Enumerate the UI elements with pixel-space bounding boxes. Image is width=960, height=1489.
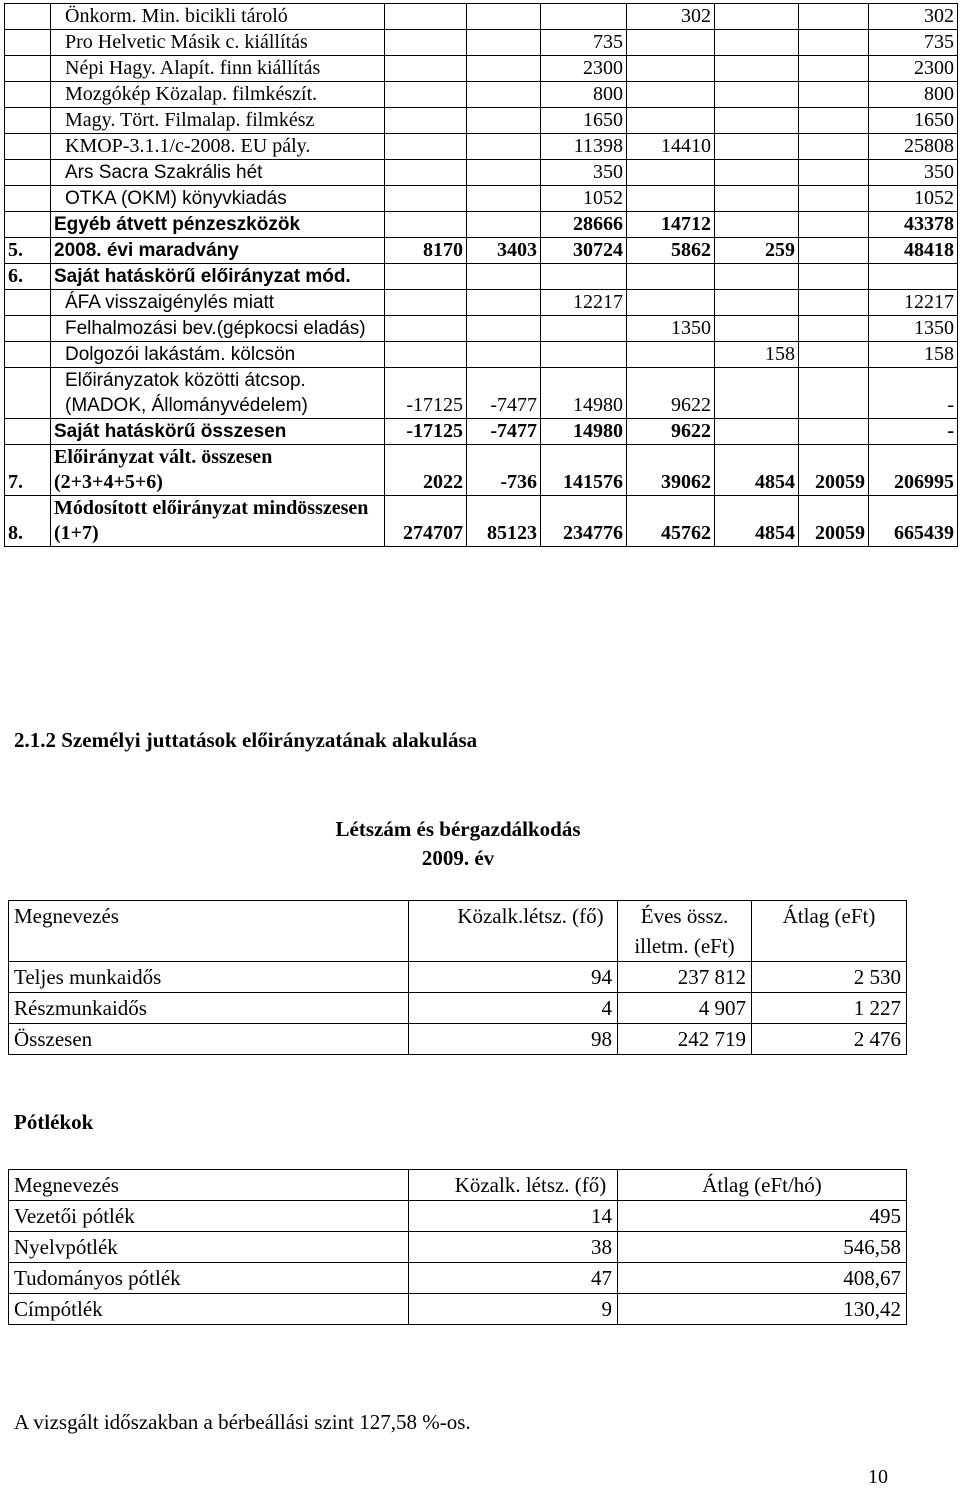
amount-cell bbox=[715, 368, 799, 419]
row-number: 6. bbox=[5, 264, 51, 290]
amount-cell: 14712 bbox=[627, 212, 715, 238]
allowance-label: Vezetői pótlék bbox=[9, 1201, 409, 1232]
allowance-label: Tudományos pótlék bbox=[9, 1263, 409, 1294]
amount-cell bbox=[627, 186, 715, 212]
allowance-row bbox=[9, 1263, 907, 1294]
footer-text: A vizsgált időszakban a bérbeállási szint 127,58 %-os. bbox=[14, 1410, 471, 1434]
budget-row bbox=[5, 316, 958, 342]
amount-cell: 4854 bbox=[715, 496, 799, 547]
staff-value: 2 476 bbox=[752, 1024, 907, 1055]
amount-cell bbox=[715, 134, 799, 160]
allowance-row bbox=[9, 1232, 907, 1263]
amount-cell: 20059 bbox=[799, 445, 869, 496]
staff-row bbox=[9, 993, 907, 1024]
row-number bbox=[5, 212, 51, 238]
amount-cell: 800 bbox=[541, 82, 627, 108]
amount-cell bbox=[627, 160, 715, 186]
row-number bbox=[5, 316, 51, 342]
budget-row bbox=[5, 290, 958, 316]
header-kozalk-letsz: Közalk.létsz. (fő) bbox=[409, 901, 618, 962]
staff-value: 242 719 bbox=[618, 1024, 752, 1055]
budget-row bbox=[5, 4, 958, 30]
amount-cell bbox=[799, 368, 869, 419]
row-description: Népi Hagy. Alapít. finn kiállítás bbox=[51, 56, 385, 82]
staff-value: 1 227 bbox=[752, 993, 907, 1024]
amount-cell bbox=[627, 56, 715, 82]
budget-row bbox=[5, 186, 958, 212]
amount-cell bbox=[385, 82, 467, 108]
amount-cell: 350 bbox=[541, 160, 627, 186]
allowance-value: 9 bbox=[409, 1294, 618, 1325]
amount-cell bbox=[467, 108, 541, 134]
amount-cell bbox=[385, 264, 467, 290]
allowance-value: 47 bbox=[409, 1263, 618, 1294]
amount-cell: 14410 bbox=[627, 134, 715, 160]
amount-cell bbox=[385, 186, 467, 212]
staff-label: Teljes munkaidős bbox=[9, 962, 409, 993]
amount-cell bbox=[715, 264, 799, 290]
table1-title bbox=[0, 815, 916, 873]
amount-cell bbox=[541, 4, 627, 30]
budget-row bbox=[5, 496, 958, 547]
amount-cell bbox=[799, 82, 869, 108]
amount-cell bbox=[627, 290, 715, 316]
amount-cell bbox=[799, 186, 869, 212]
amount-cell: 1650 bbox=[541, 108, 627, 134]
amount-cell bbox=[799, 238, 869, 264]
amount-cell: 206995 bbox=[869, 445, 958, 496]
row-description: Módosított előirányzat mindösszesen (1+7) bbox=[51, 496, 385, 547]
row-description: Egyéb átvett pénzeszközök bbox=[51, 212, 385, 238]
allowance-table-body bbox=[9, 1170, 907, 1325]
amount-cell: 1350 bbox=[627, 316, 715, 342]
budget-row bbox=[5, 368, 958, 419]
budget-row bbox=[5, 30, 958, 56]
amount-cell: - bbox=[869, 368, 958, 419]
row-number: 8. bbox=[5, 496, 51, 547]
staff-label: Összesen bbox=[9, 1024, 409, 1055]
amount-cell: 158 bbox=[715, 342, 799, 368]
amount-cell bbox=[385, 134, 467, 160]
allowance-label: Címpótlék bbox=[9, 1294, 409, 1325]
amount-cell: 2300 bbox=[541, 56, 627, 82]
row-number bbox=[5, 82, 51, 108]
amount-cell bbox=[799, 134, 869, 160]
amount-cell bbox=[869, 264, 958, 290]
amount-cell bbox=[467, 4, 541, 30]
amount-cell: -736 bbox=[467, 445, 541, 496]
amount-cell: 735 bbox=[869, 30, 958, 56]
amount-cell: 28666 bbox=[541, 212, 627, 238]
staff-value: 4 bbox=[409, 993, 618, 1024]
row-description: Előirányzat vált. összesen (2+3+4+5+6) bbox=[51, 445, 385, 496]
amount-cell bbox=[385, 316, 467, 342]
amount-cell: 43378 bbox=[869, 212, 958, 238]
row-description: 2008. évi maradvány bbox=[51, 238, 385, 264]
potlekok-heading: Pótlékok bbox=[14, 1110, 94, 1134]
amount-cell: -17125 bbox=[385, 419, 467, 445]
row-description: Ars Sacra Szakrális hét bbox=[51, 160, 385, 186]
amount-cell bbox=[799, 4, 869, 30]
amount-cell bbox=[467, 186, 541, 212]
allowance-row bbox=[9, 1201, 907, 1232]
amount-cell bbox=[385, 212, 467, 238]
amount-cell bbox=[715, 316, 799, 342]
amount-cell: 1052 bbox=[541, 186, 627, 212]
row-number bbox=[5, 160, 51, 186]
budget-row bbox=[5, 445, 958, 496]
row-number bbox=[5, 30, 51, 56]
header-megnevezes: Megnevezés bbox=[9, 1170, 409, 1201]
budget-row bbox=[5, 342, 958, 368]
amount-cell bbox=[799, 160, 869, 186]
budget-row bbox=[5, 212, 958, 238]
amount-cell bbox=[715, 56, 799, 82]
staff-value: 237 812 bbox=[618, 962, 752, 993]
amount-cell bbox=[715, 108, 799, 134]
amount-cell bbox=[385, 160, 467, 186]
page-number: 10 bbox=[868, 1466, 888, 1488]
amount-cell: -7477 bbox=[467, 368, 541, 419]
amount-cell bbox=[467, 134, 541, 160]
budget-row bbox=[5, 134, 958, 160]
amount-cell: 3403 bbox=[467, 238, 541, 264]
allowance-label: Nyelvpótlék bbox=[9, 1232, 409, 1263]
amount-cell: 665439 bbox=[869, 496, 958, 547]
table1-title-line1: Létszám és bérgazdálkodás bbox=[335, 817, 581, 841]
staff-value: 98 bbox=[409, 1024, 618, 1055]
amount-cell bbox=[385, 56, 467, 82]
amount-cell bbox=[467, 56, 541, 82]
budget-row bbox=[5, 56, 958, 82]
budget-row bbox=[5, 82, 958, 108]
row-description: Pro Helvetic Másik c. kiállítás bbox=[51, 30, 385, 56]
amount-cell: 8170 bbox=[385, 238, 467, 264]
row-number bbox=[5, 4, 51, 30]
amount-cell: 14980 bbox=[541, 419, 627, 445]
allowance-value: 408,67 bbox=[618, 1263, 907, 1294]
amount-cell bbox=[627, 30, 715, 56]
amount-cell: 141576 bbox=[541, 445, 627, 496]
amount-cell: 14980 bbox=[541, 368, 627, 419]
row-description: ÁFA visszaigénylés miatt bbox=[51, 290, 385, 316]
row-description: Felhalmozási bev.(gépkocsi eladás) bbox=[51, 316, 385, 342]
row-description: Mozgókép Közalap. filmkészít. bbox=[51, 82, 385, 108]
row-description: KMOP-3.1.1/c-2008. EU pály. bbox=[51, 134, 385, 160]
amount-cell: 2022 bbox=[385, 445, 467, 496]
budget-table bbox=[4, 3, 958, 547]
amount-cell bbox=[715, 30, 799, 56]
section-heading: 2.1.2 Személyi juttatások előirányzatának alakulása bbox=[14, 728, 478, 752]
amount-cell: 25808 bbox=[869, 134, 958, 160]
amount-cell bbox=[385, 4, 467, 30]
allowance-table-header bbox=[9, 1170, 907, 1201]
amount-cell bbox=[715, 290, 799, 316]
amount-cell: 259 bbox=[715, 238, 799, 264]
row-number bbox=[5, 134, 51, 160]
staff-row bbox=[9, 1024, 907, 1055]
allowance-value: 130,42 bbox=[618, 1294, 907, 1325]
row-description: Magy. Tört. Filmalap. filmkész bbox=[51, 108, 385, 134]
row-number bbox=[5, 290, 51, 316]
amount-cell bbox=[467, 316, 541, 342]
row-number bbox=[5, 108, 51, 134]
allowance-value: 38 bbox=[409, 1232, 618, 1263]
amount-cell: 735 bbox=[541, 30, 627, 56]
amount-cell bbox=[799, 316, 869, 342]
amount-cell bbox=[467, 342, 541, 368]
amount-cell: 11398 bbox=[541, 134, 627, 160]
row-number bbox=[5, 56, 51, 82]
amount-cell bbox=[467, 160, 541, 186]
amount-cell bbox=[799, 342, 869, 368]
budget-row bbox=[5, 238, 958, 264]
amount-cell bbox=[799, 264, 869, 290]
amount-cell bbox=[385, 290, 467, 316]
amount-cell: 39062 bbox=[627, 445, 715, 496]
header-atlag: Átlag (eFt/hó) bbox=[618, 1170, 907, 1201]
amount-cell bbox=[799, 212, 869, 238]
amount-cell bbox=[799, 290, 869, 316]
amount-cell bbox=[627, 82, 715, 108]
row-number bbox=[5, 342, 51, 368]
amount-cell: 158 bbox=[869, 342, 958, 368]
allowance-row bbox=[9, 1294, 907, 1325]
staff-table-body bbox=[9, 901, 907, 1055]
amount-cell: -7477 bbox=[467, 419, 541, 445]
amount-cell bbox=[467, 30, 541, 56]
amount-cell: 302 bbox=[869, 4, 958, 30]
amount-cell bbox=[467, 212, 541, 238]
amount-cell: 1052 bbox=[869, 186, 958, 212]
amount-cell: 4854 bbox=[715, 445, 799, 496]
row-number: 7. bbox=[5, 445, 51, 496]
budget-row bbox=[5, 160, 958, 186]
staff-label: Részmunkaidős bbox=[9, 993, 409, 1024]
budget-row bbox=[5, 264, 958, 290]
amount-cell bbox=[467, 290, 541, 316]
allowance-table bbox=[8, 1169, 907, 1325]
row-description: Saját hatáskörű összesen bbox=[51, 419, 385, 445]
amount-cell bbox=[715, 212, 799, 238]
amount-cell: 12217 bbox=[541, 290, 627, 316]
amount-cell: 85123 bbox=[467, 496, 541, 547]
amount-cell: 800 bbox=[869, 82, 958, 108]
amount-cell: 12217 bbox=[869, 290, 958, 316]
allowance-value: 495 bbox=[618, 1201, 907, 1232]
table1-title-line2: 2009. év bbox=[421, 846, 495, 870]
row-description: Előirányzatok közötti átcsop. (MADOK, Állományvédelem) bbox=[51, 368, 385, 419]
header-kozalk-letsz: Közalk. létsz. (fő) bbox=[409, 1170, 618, 1201]
row-description: OTKA (OKM) könyvkiadás bbox=[51, 186, 385, 212]
amount-cell bbox=[799, 108, 869, 134]
amount-cell: 20059 bbox=[799, 496, 869, 547]
amount-cell bbox=[715, 82, 799, 108]
staff-value: 4 907 bbox=[618, 993, 752, 1024]
staff-table-header bbox=[9, 901, 907, 962]
staff-row bbox=[9, 962, 907, 993]
allowance-value: 546,58 bbox=[618, 1232, 907, 1263]
amount-cell bbox=[715, 160, 799, 186]
amount-cell bbox=[715, 4, 799, 30]
amount-cell: 234776 bbox=[541, 496, 627, 547]
row-description: Dolgozói lakástám. kölcsön bbox=[51, 342, 385, 368]
amount-cell: 2300 bbox=[869, 56, 958, 82]
amount-cell bbox=[467, 82, 541, 108]
row-number bbox=[5, 368, 51, 419]
budget-row bbox=[5, 419, 958, 445]
header-megnevezes: Megnevezés bbox=[9, 901, 409, 962]
amount-cell: 274707 bbox=[385, 496, 467, 547]
row-description: Önkorm. Min. bicikli tároló bbox=[51, 4, 385, 30]
amount-cell bbox=[385, 342, 467, 368]
amount-cell: 9622 bbox=[627, 419, 715, 445]
amount-cell bbox=[715, 186, 799, 212]
amount-cell bbox=[467, 264, 541, 290]
staff-table bbox=[8, 900, 907, 1055]
budget-table-body bbox=[5, 4, 958, 547]
amount-cell: 1350 bbox=[869, 316, 958, 342]
budget-row bbox=[5, 108, 958, 134]
amount-cell bbox=[715, 419, 799, 445]
amount-cell bbox=[627, 264, 715, 290]
amount-cell: 30724 bbox=[541, 238, 627, 264]
amount-cell bbox=[799, 56, 869, 82]
amount-cell: 5862 bbox=[627, 238, 715, 264]
amount-cell: 9622 bbox=[627, 368, 715, 419]
row-number bbox=[5, 419, 51, 445]
amount-cell: -17125 bbox=[385, 368, 467, 419]
amount-cell bbox=[541, 264, 627, 290]
row-number bbox=[5, 186, 51, 212]
amount-cell: 302 bbox=[627, 4, 715, 30]
staff-value: 2 530 bbox=[752, 962, 907, 993]
amount-cell bbox=[799, 419, 869, 445]
amount-cell: 350 bbox=[869, 160, 958, 186]
row-description: Saját hatáskörű előirányzat mód. bbox=[51, 264, 385, 290]
amount-cell bbox=[799, 30, 869, 56]
amount-cell bbox=[541, 316, 627, 342]
amount-cell: - bbox=[869, 419, 958, 445]
staff-value: 94 bbox=[409, 962, 618, 993]
amount-cell: 48418 bbox=[869, 238, 958, 264]
header-atlag: Átlag (eFt) bbox=[752, 901, 907, 962]
amount-cell bbox=[385, 30, 467, 56]
amount-cell bbox=[541, 342, 627, 368]
amount-cell bbox=[627, 342, 715, 368]
row-number: 5. bbox=[5, 238, 51, 264]
amount-cell bbox=[385, 108, 467, 134]
amount-cell: 45762 bbox=[627, 496, 715, 547]
allowance-value: 14 bbox=[409, 1201, 618, 1232]
header-eves-illetm: Éves össz. illetm. (eFt) bbox=[618, 901, 752, 962]
amount-cell bbox=[627, 108, 715, 134]
amount-cell: 1650 bbox=[869, 108, 958, 134]
